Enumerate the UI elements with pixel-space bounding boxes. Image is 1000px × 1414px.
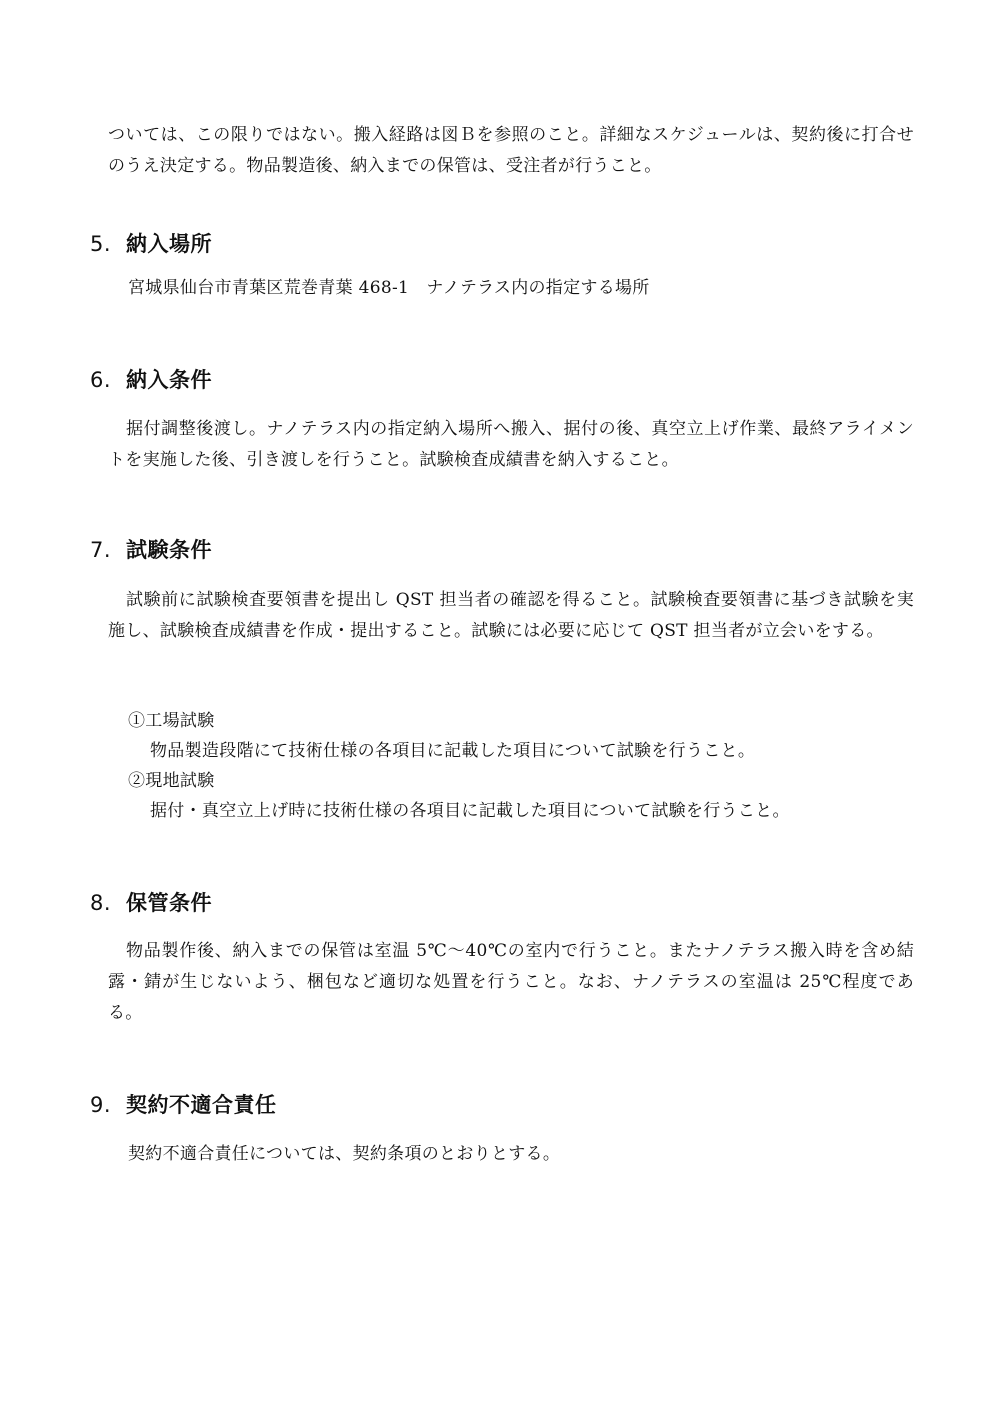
section-heading-7 (90, 534, 212, 564)
section-heading-5 (90, 228, 212, 258)
section-body-6: 据付調整後渡し。ナノテラス内の指定納入場所へ搬入、据付の後、真空立上げ作業、最終アライメントを実施した後、引き渡しを行うこと。試験検査成績書を納入すること。 (108, 419, 914, 470)
test-item-label-factory: ①工場試験 (128, 711, 215, 731)
section-heading-8 (90, 887, 212, 917)
section-number: 9. (90, 1093, 112, 1117)
section-body-8: 物品製作後、納入までの保管は室温 5℃～40℃の室内で行うこと。またナノテラス搬入時を含め結露・錆が生じないよう、梱包など適切な処置を行うこと。なお、ナノテラスの室温は 25℃程度である。 (108, 941, 914, 1023)
test-item-text-factory: 物品製造段階にて技術仕様の各項目に記載した項目について試験を行うこと。 (150, 741, 756, 761)
section-number: 5. (90, 232, 112, 256)
section-title: 納入条件 (126, 368, 212, 392)
test-item-text-onsite: 据付・真空立上げ時に技術仕様の各項目に記載した項目について試験を行うこと。 (150, 801, 790, 821)
section-heading-9 (90, 1089, 277, 1119)
section-title: 試験条件 (126, 538, 212, 562)
section-title: 保管条件 (126, 891, 212, 915)
section-number: 8. (90, 891, 112, 915)
section-title: 契約不適合責任 (126, 1093, 277, 1117)
section-body-7: 試験前に試験検査要領書を提出し QST 担当者の確認を得ること。試験検査要領書に基づき試験を実施し、試験検査成績書を作成・提出すること。試験には必要に応じて QST 担当者が立会いをする。 (108, 590, 914, 641)
section-body-9: 契約不適合責任については、契約条項のとおりとする。 (128, 1144, 561, 1164)
section-body-5: 宮城県仙台市青葉区荒巻青葉 468-1 ナノテラス内の指定する場所 (128, 278, 650, 298)
section-title: 納入場所 (126, 232, 212, 256)
section-number: 7. (90, 538, 112, 562)
section-heading-6 (90, 364, 212, 394)
section-number: 6. (90, 368, 112, 392)
test-item-label-onsite: ②現地試験 (128, 771, 215, 791)
intro-paragraph: ついては、この限りではない。搬入経路は図Ｂを参照のこと。詳細なスケジュールは、契約後に打合せのうえ決定する。物品製造後、納入までの保管は、受注者が行うこと。 (108, 125, 914, 176)
